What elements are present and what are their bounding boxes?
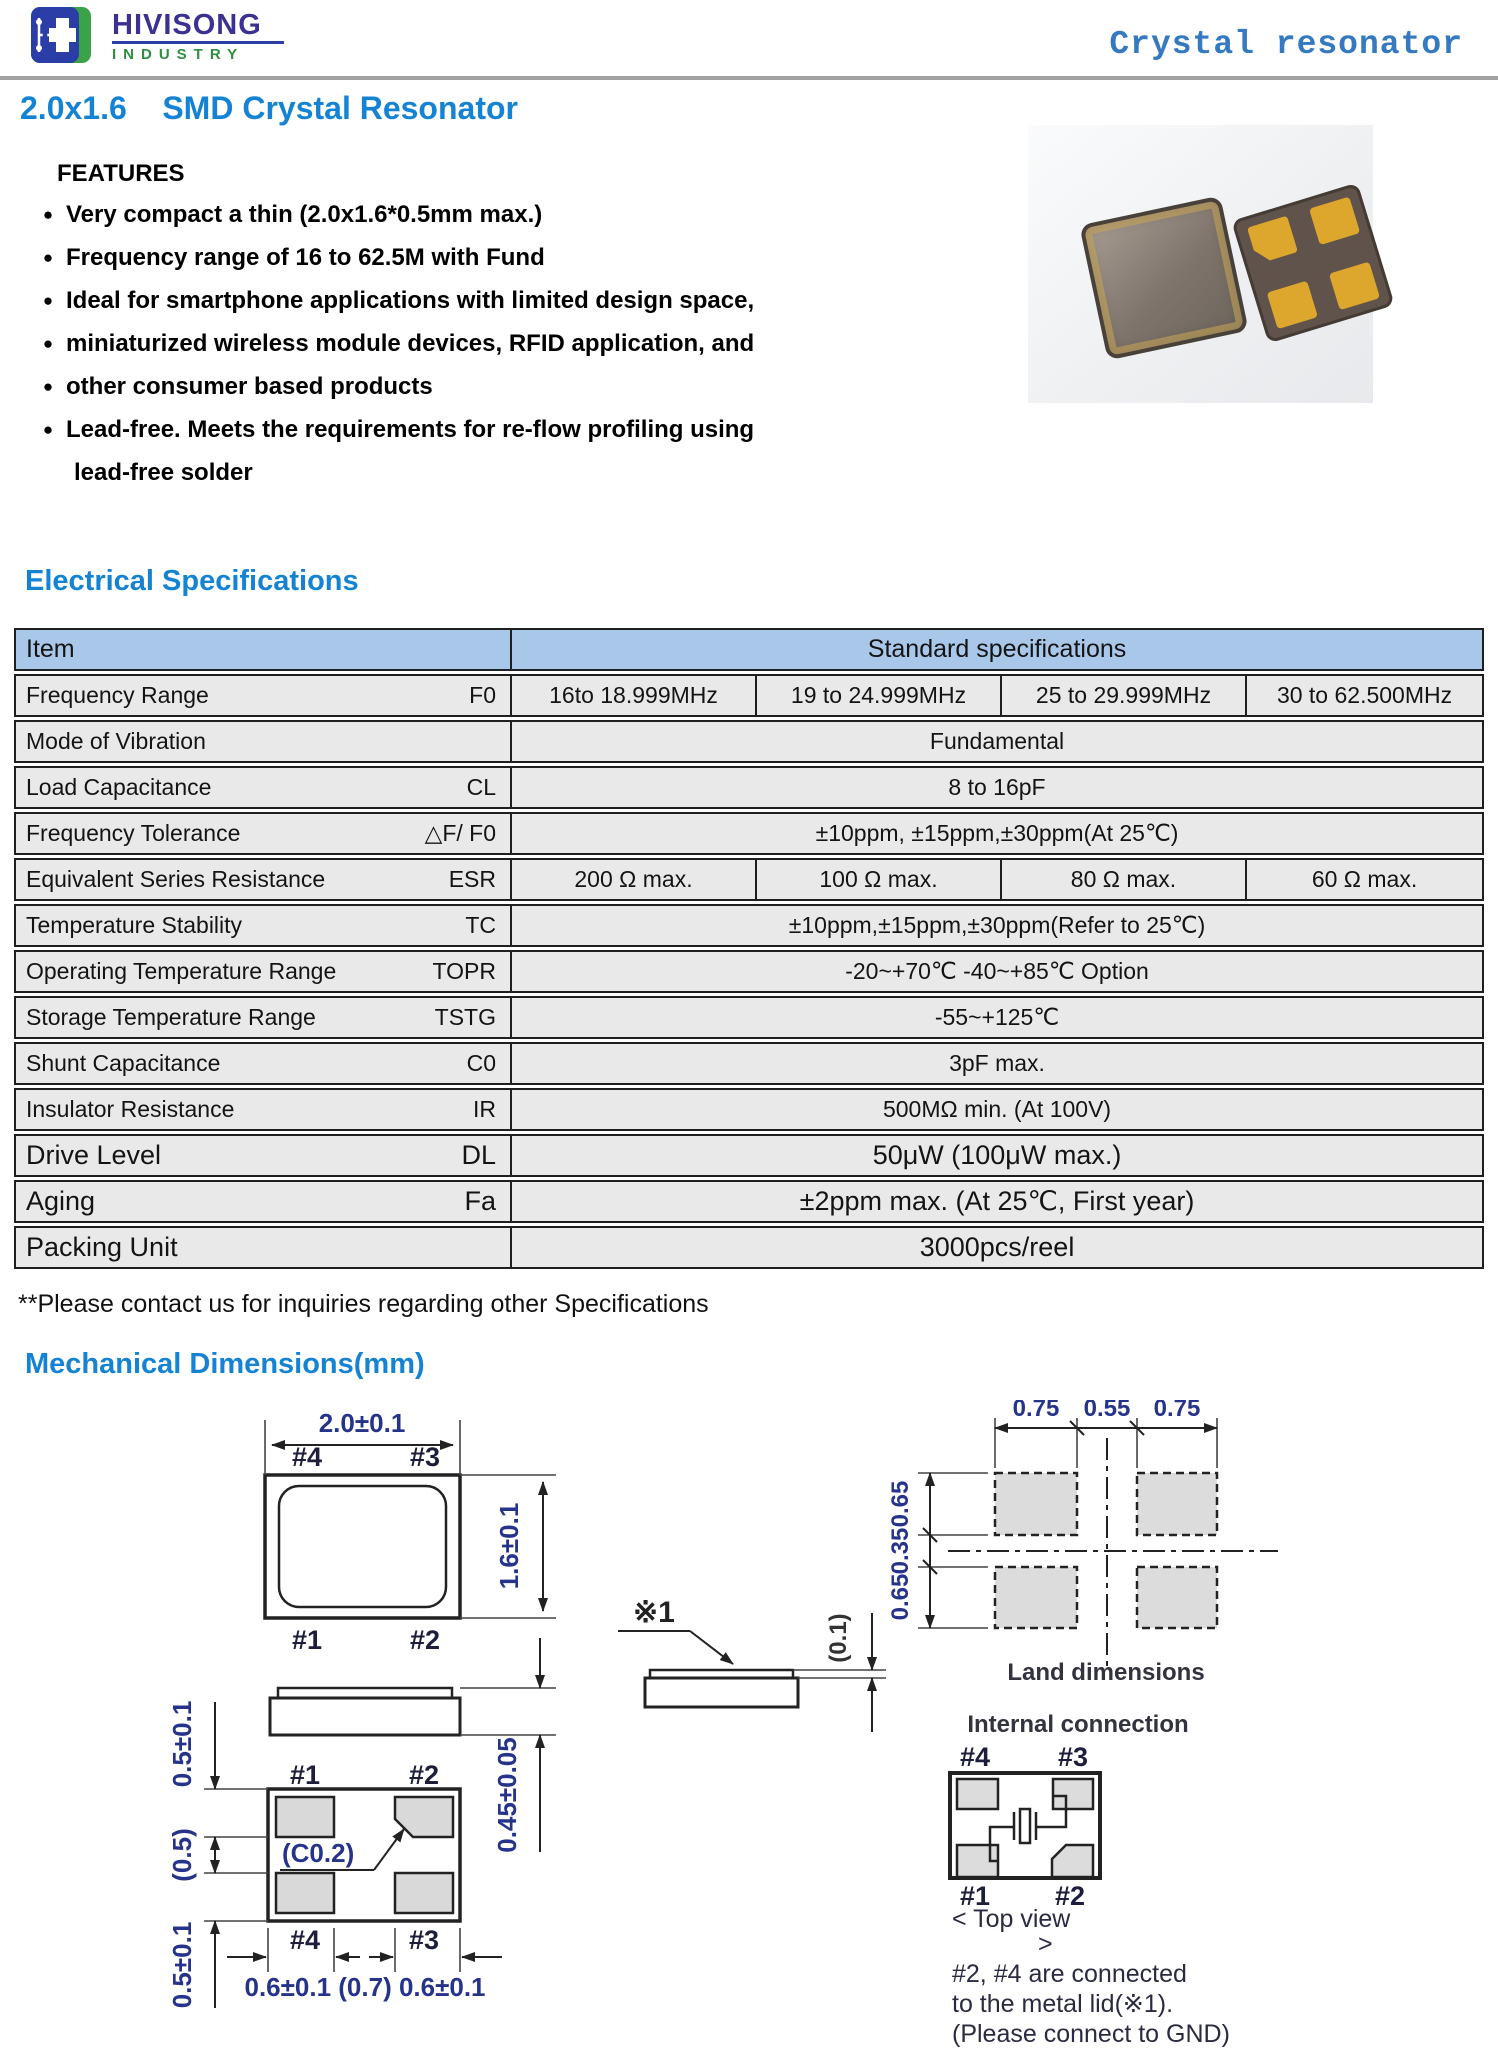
pin-label: #4 — [291, 1442, 323, 1472]
row-symbol: △F/ F0 — [394, 812, 510, 855]
internal-note-line: (Please connect to GND) — [952, 2020, 1230, 2048]
table-row — [14, 1180, 1484, 1223]
features-heading: FEATURES — [57, 160, 185, 187]
row-value: 200 Ω max. — [510, 858, 755, 901]
land-dimensions-drawing — [887, 1400, 1278, 1686]
top-view-label: < Top view — [952, 1905, 1071, 1933]
internal-connection-drawing — [950, 1711, 1230, 2048]
bullet-icon: ● — [42, 205, 54, 224]
document-type-title: Crystal resonator — [1109, 26, 1463, 63]
row-symbol: Fa — [394, 1180, 510, 1223]
table-row — [14, 1134, 1484, 1177]
electrical-specs-table — [14, 625, 1484, 1272]
feature-item — [30, 415, 820, 458]
pad-dim-top: 0.5±0.1 — [167, 1700, 197, 1788]
feature-text: Lead-free. Meets the requirements for re-flow profiling using — [66, 416, 755, 443]
row-label: Frequency Range — [14, 674, 394, 717]
feature-item — [30, 200, 820, 243]
pin-label: #3 — [408, 1925, 440, 1955]
gold-pad — [1309, 197, 1360, 246]
row-symbol: TSTG — [394, 996, 510, 1039]
table-footnote: **Please contact us for inquiries regarding other Specifications — [18, 1290, 709, 1318]
row-label: Insulator Resistance — [14, 1088, 394, 1131]
bottom-view-drawing — [167, 1701, 502, 2009]
row-symbol — [394, 1226, 510, 1269]
row-value: 30 to 62.500MHz — [1245, 674, 1484, 717]
gold-pad — [1247, 216, 1298, 265]
row-label: Drive Level — [14, 1134, 394, 1177]
top-view-width-dim: 2.0±0.1 — [318, 1408, 406, 1438]
row-value: 8 to 16pF — [510, 766, 1484, 809]
feature-item — [30, 286, 820, 329]
pad-dim-bot: 0.5±0.1 — [167, 1921, 197, 2009]
table-row — [14, 1226, 1484, 1269]
top-view-label-close: > — [1038, 1930, 1053, 1958]
pin-label: #4 — [289, 1925, 321, 1955]
internal-connection-caption: Internal connection — [967, 1711, 1189, 1738]
row-value: 50μW (100μW max.) — [510, 1134, 1484, 1177]
row-symbol — [394, 720, 510, 763]
land-dim-left: 0.75 — [1012, 1400, 1060, 1422]
brand-subtitle: INDUSTRY — [112, 46, 245, 63]
row-value: 25 to 29.999MHz — [1000, 674, 1245, 717]
row-label: Equivalent Series Resistance — [14, 858, 394, 901]
internal-note-line: to the metal lid(※1). — [952, 1990, 1174, 2018]
row-symbol: IR — [394, 1088, 510, 1131]
lid-thickness-dim: (0.1) — [825, 1613, 852, 1663]
row-value: 16to 18.999MHz — [510, 674, 755, 717]
side-view-height-dim: 0.45±0.05 — [492, 1737, 522, 1853]
table-row — [14, 904, 1484, 947]
row-symbol: DL — [394, 1134, 510, 1177]
pin-label: #1 — [291, 1625, 323, 1655]
bullet-icon: ● — [42, 420, 54, 439]
pin-label: #2 — [1054, 1881, 1086, 1911]
land-dimensions-caption: Land dimensions — [1007, 1659, 1205, 1686]
company-logo-icon — [30, 6, 94, 66]
row-value: 500MΩ min. (At 100V) — [510, 1088, 1484, 1131]
row-symbol: ESR — [394, 858, 510, 901]
pad-width-dims: 0.6±0.1 (0.7) 0.6±0.1 — [244, 1972, 486, 2002]
row-value: 100 Ω max. — [755, 858, 1000, 901]
top-view-drawing — [265, 1408, 556, 1655]
row-symbol: TC — [394, 904, 510, 947]
feature-item — [30, 372, 820, 415]
pin-label: #1 — [959, 1881, 991, 1911]
product-photo — [1028, 125, 1373, 403]
table-header-row — [14, 628, 1484, 671]
row-value: 3pF max. — [510, 1042, 1484, 1085]
crystal-package-bottom-view — [1231, 182, 1395, 343]
electrical-specs-heading: Electrical Specifications — [25, 565, 359, 597]
land-dim-right: 0.75 — [1153, 1400, 1201, 1422]
table-row — [14, 766, 1484, 809]
pin-label: #3 — [1057, 1742, 1089, 1772]
row-label: Operating Temperature Range — [14, 950, 394, 993]
pin-label: #3 — [409, 1442, 441, 1472]
feature-text-continued: lead-free solder — [74, 459, 253, 486]
pad-dim-mid: (0.5) — [167, 1828, 197, 1882]
mechanical-drawings — [0, 1400, 1498, 2066]
brand-underline — [112, 41, 284, 44]
feature-item — [30, 243, 820, 286]
internal-note-line: #2, #4 are connected — [952, 1960, 1187, 1988]
bullet-icon: ● — [42, 334, 54, 353]
row-label: Temperature Stability — [14, 904, 394, 947]
top-view-height-dim: 1.6±0.1 — [494, 1502, 524, 1590]
item-header: Item — [14, 628, 510, 671]
row-value: ±2ppm max. (At 25℃, First year) — [510, 1180, 1484, 1223]
feature-text: Ideal for smartphone applications with limited design space, — [66, 287, 755, 314]
land-dim-v-top: 0.65 — [887, 1480, 914, 1528]
spec-header: Standard specifications — [510, 628, 1484, 671]
row-value: 80 Ω max. — [1000, 858, 1245, 901]
row-label: Frequency Tolerance — [14, 812, 394, 855]
feature-text: miniaturized wireless module devices, RFID application, and — [66, 330, 755, 357]
feature-text: Frequency range of 16 to 62.5M with Fund — [66, 244, 545, 271]
bullet-icon: ● — [42, 248, 54, 267]
row-symbol: C0 — [394, 1042, 510, 1085]
brand-block — [112, 10, 332, 63]
feature-text: Very compact a thin (2.0x1.6*0.5mm max.) — [66, 201, 543, 228]
row-value: ±10ppm, ±15ppm,±30ppm(At 25℃) — [510, 812, 1484, 855]
row-label: Mode of Vibration — [14, 720, 394, 763]
row-value: 60 Ω max. — [1245, 858, 1484, 901]
land-dim-center: 0.55 — [1083, 1400, 1131, 1422]
row-label: Storage Temperature Range — [14, 996, 394, 1039]
page-title: 2.0x1.6 SMD Crystal Resonator — [20, 90, 518, 126]
pin-label: #2 — [409, 1625, 441, 1655]
feature-text: other consumer based products — [66, 373, 433, 400]
row-value: -20~+70℃ -40~+85℃ Option — [510, 950, 1484, 993]
table-row — [14, 812, 1484, 855]
table-row — [14, 858, 1484, 901]
row-value: Fundamental — [510, 720, 1484, 763]
gold-pad — [1267, 281, 1318, 330]
crystal-package-top-view — [1079, 196, 1249, 361]
land-dim-v-mid: 0.35 — [887, 1527, 914, 1575]
table-row — [14, 950, 1484, 993]
row-label: Shunt Capacitance — [14, 1042, 394, 1085]
table-row — [14, 674, 1484, 717]
row-value: 3000pcs/reel — [510, 1226, 1484, 1269]
header-divider — [0, 76, 1498, 80]
brand-name: HIVISONG — [112, 9, 262, 41]
row-label: Load Capacitance — [14, 766, 394, 809]
bullet-icon: ● — [42, 291, 54, 310]
feature-item — [30, 329, 820, 372]
row-label: Aging — [14, 1180, 394, 1223]
pin-label: #2 — [408, 1760, 440, 1790]
row-symbol: CL — [394, 766, 510, 809]
row-label: Packing Unit — [14, 1226, 394, 1269]
pin-label: #1 — [289, 1760, 321, 1790]
lid-reference-drawing — [618, 1596, 886, 1732]
pin-label: #4 — [959, 1742, 991, 1772]
row-value: 19 to 24.999MHz — [755, 674, 1000, 717]
row-value: ±10ppm,±15ppm,±30ppm(Refer to 25℃) — [510, 904, 1484, 947]
gold-pad — [1329, 262, 1380, 311]
table-row — [14, 720, 1484, 763]
mechanical-dims-heading: Mechanical Dimensions(mm) — [25, 1348, 425, 1380]
table-row — [14, 996, 1484, 1039]
land-dim-v-bot: 0.65 — [887, 1573, 914, 1621]
features-list — [30, 200, 820, 488]
row-symbol: TOPR — [394, 950, 510, 993]
table-row — [14, 1088, 1484, 1131]
bullet-icon: ● — [42, 377, 54, 396]
lid-ref-label: ※1 — [633, 1596, 675, 1629]
table-row — [14, 1042, 1484, 1085]
row-value: -55~+125℃ — [510, 996, 1484, 1039]
row-symbol: F0 — [394, 674, 510, 717]
chamfer-label: (C0.2) — [282, 1838, 355, 1868]
